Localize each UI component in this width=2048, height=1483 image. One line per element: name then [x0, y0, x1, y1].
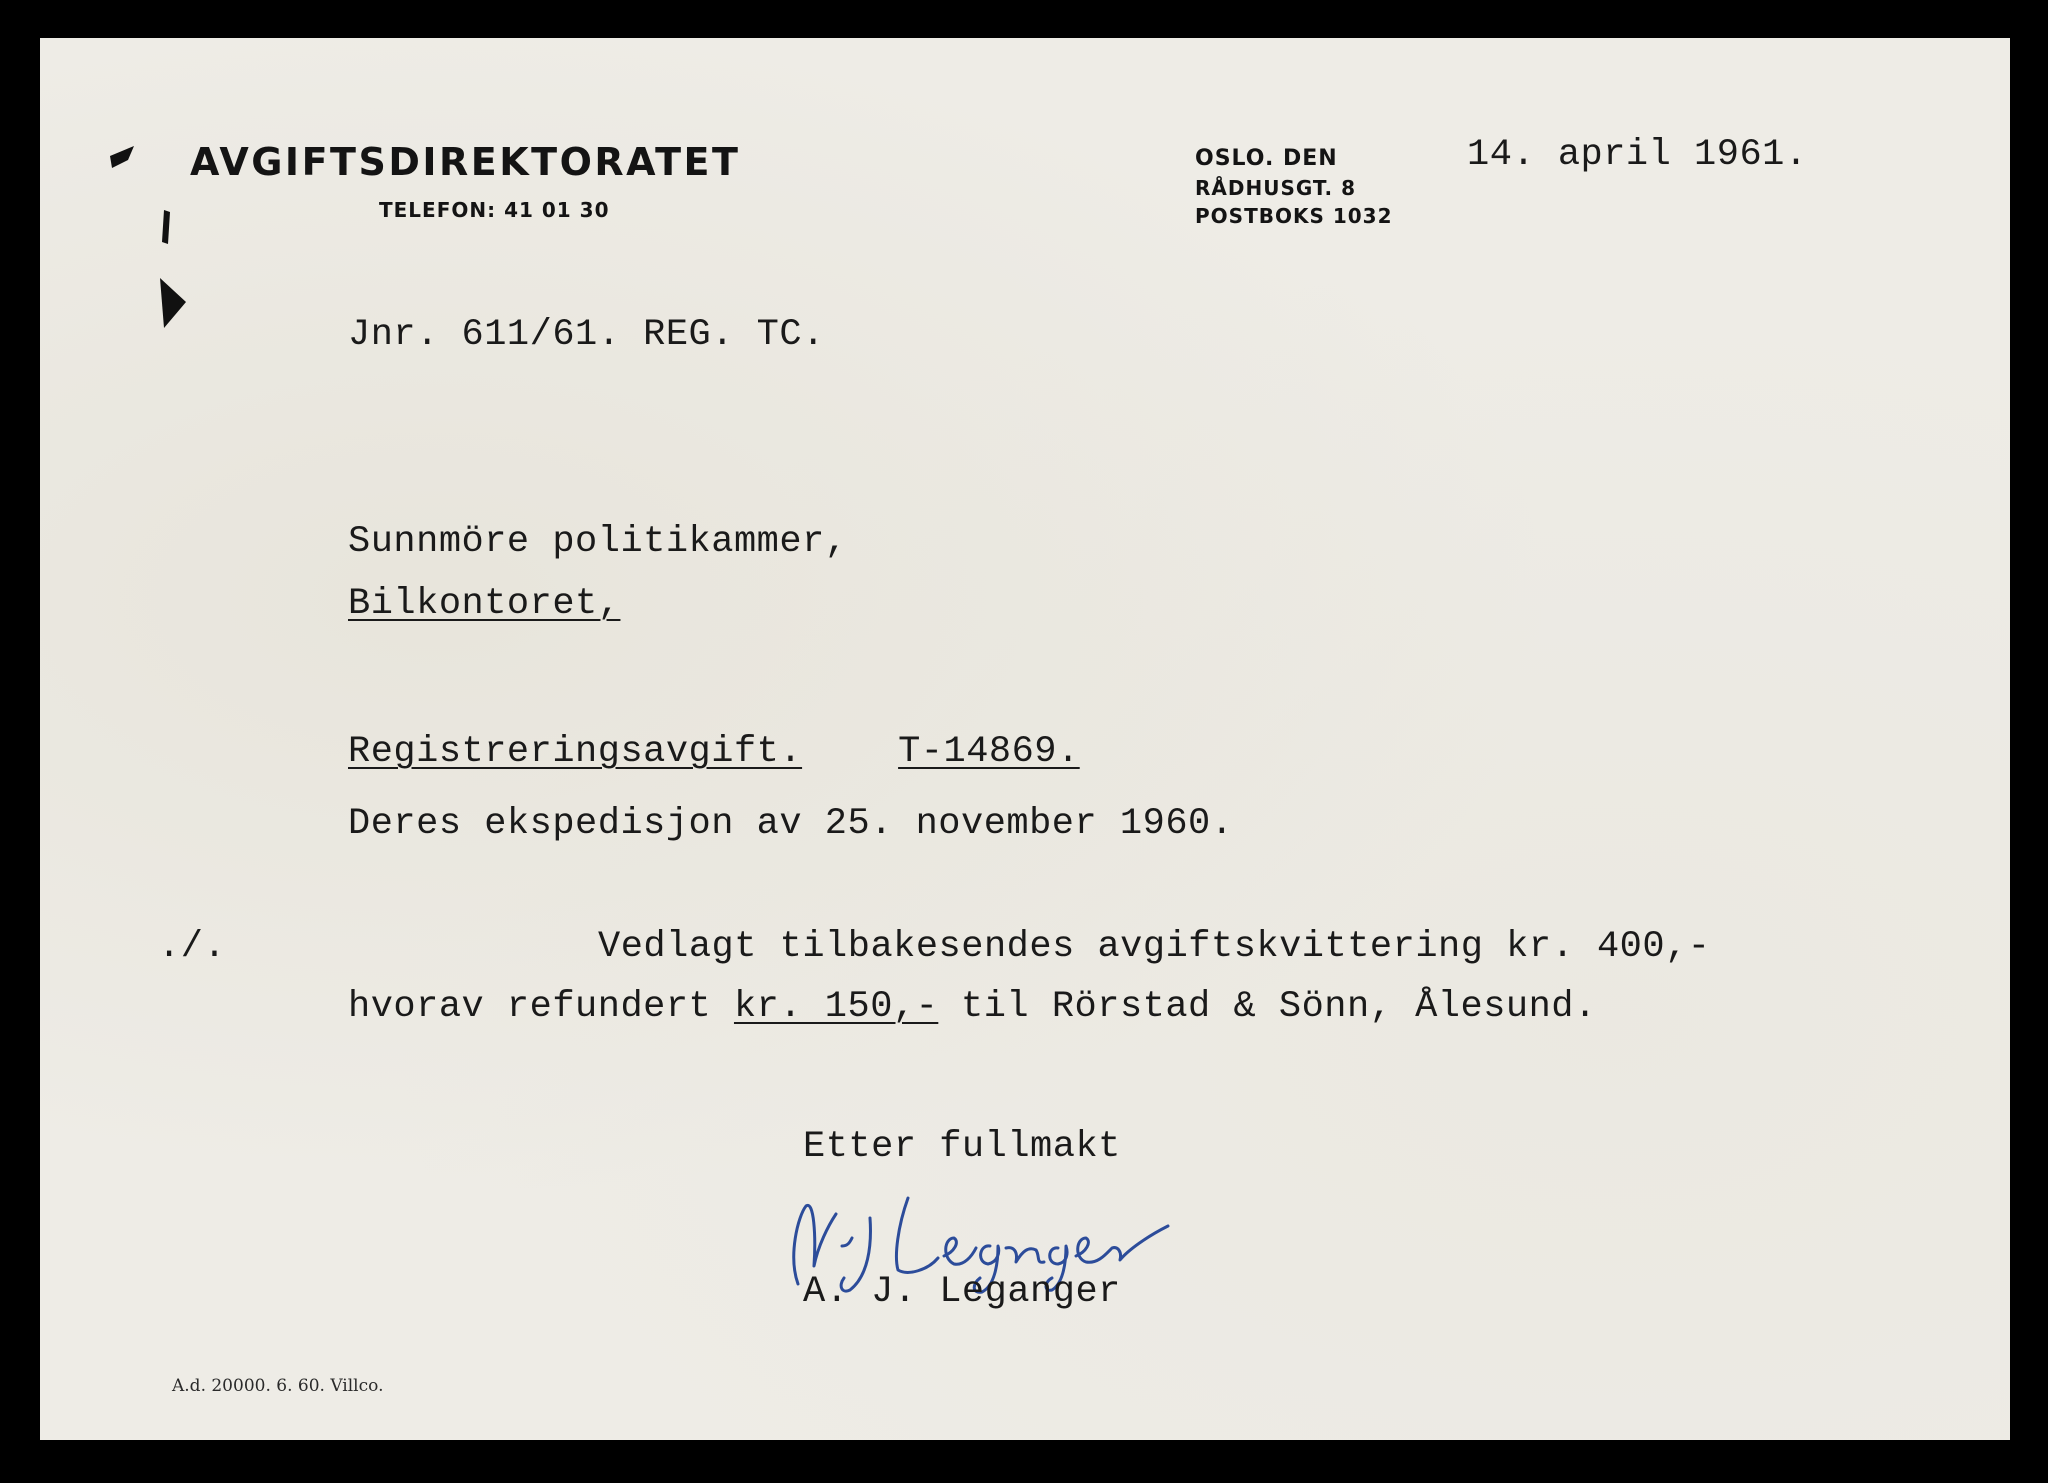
- punch-mark-bottom: [156, 276, 192, 330]
- recipient-line-2: Bilkontoret,: [348, 583, 621, 625]
- signatory-name: A. J. Leganger: [803, 1271, 1121, 1313]
- printer-mark: A.d. 20000. 6. 60. Villco.: [172, 1376, 384, 1396]
- refund-amount: kr. 150,-: [733, 986, 939, 1028]
- enclosure-mark: ./.: [158, 926, 227, 968]
- address-postbox: POSTBOKS 1032: [1195, 204, 1393, 228]
- body-line-2-start: hvorav refundert: [348, 986, 734, 1028]
- address-street: RÅDHUSGT. 8: [1195, 176, 1357, 200]
- org-name: AVGIFTSDIREKTORATET: [190, 140, 741, 184]
- punch-mark-middle: [158, 208, 178, 248]
- letter-page: [40, 38, 2010, 1440]
- closing-line: Etter fullmakt: [803, 1126, 1121, 1168]
- org-phone: TELEFON: 41 01 30: [379, 198, 610, 222]
- subject-number: T-14869.: [898, 731, 1080, 773]
- letter-date: 14. april 1961.: [1467, 134, 1808, 176]
- recipient-line-1: Sunnmöre politikammer,: [348, 521, 848, 563]
- reference-line: Deres ekspedisjon av 25. november 1960.: [348, 803, 1234, 845]
- subject-line: [348, 731, 1080, 773]
- journal-reference: Jnr. 611/61. REG. TC.: [348, 314, 825, 356]
- body-line-2-end: til Rörstad & Sönn, Ålesund.: [938, 986, 1597, 1028]
- body-line-2: [348, 986, 1597, 1028]
- punch-mark-top: [108, 142, 138, 172]
- body-line-1: Vedlagt tilbakesendes avgiftskvittering kr. 400,-: [598, 926, 1711, 968]
- address-city: OSLO. DEN: [1195, 146, 1338, 171]
- subject-label: Registreringsavgift.: [348, 731, 803, 773]
